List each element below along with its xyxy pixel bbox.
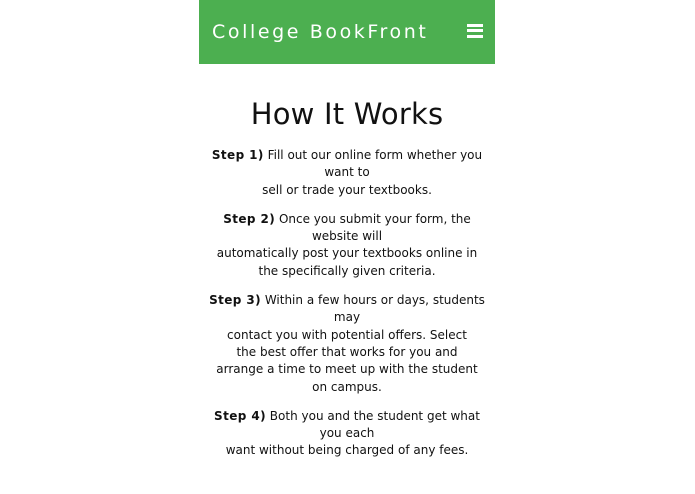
page: [199, 0, 495, 460]
how-it-works-section: [199, 95, 495, 460]
step-line: [209, 211, 485, 228]
step-label: Step 3): [209, 293, 261, 308]
step-text: Once you submit your form, the: [278, 211, 471, 226]
step-label: Step 1): [211, 148, 264, 162]
step-line: [209, 292, 485, 309]
step-1: [209, 147, 485, 199]
step-4: [209, 408, 485, 460]
step-line: arrange a time to meet up with the student: [216, 362, 478, 377]
step-label: Step 4): [214, 408, 266, 423]
step-line: you each: [319, 426, 375, 441]
hamburger-menu-icon[interactable]: [467, 24, 483, 38]
step-line: website will: [311, 229, 383, 244]
site-header: [199, 0, 495, 64]
page-title: How It Works: [250, 97, 444, 131]
step-line: the best offer that works for you and: [236, 344, 458, 359]
step-text: Fill out our online form whether you: [267, 148, 483, 162]
step-2: [209, 211, 485, 280]
step-line: [209, 147, 485, 164]
step-line: the specifically given criteria.: [258, 263, 436, 278]
step-line: automatically post your textbooks online in: [216, 246, 478, 261]
step-3: [209, 292, 485, 396]
menu-bar: [467, 29, 483, 32]
step-line: want without being charged of any fees.: [225, 443, 469, 458]
step-line: [209, 408, 485, 425]
step-text: Both you and the student get what: [269, 408, 480, 423]
step-line: want to: [324, 165, 370, 180]
step-line: on campus.: [312, 379, 382, 394]
step-line: sell or trade your textbooks.: [262, 182, 432, 197]
step-line: may: [333, 310, 361, 325]
step-text: Within a few hours or days, students: [264, 293, 485, 308]
step-label: Step 2): [223, 211, 276, 226]
menu-bar: [467, 35, 483, 38]
step-line: contact you with potential offers. Select: [227, 327, 467, 342]
site-brand[interactable]: College BookFront: [212, 20, 429, 43]
menu-bar: [467, 24, 483, 27]
